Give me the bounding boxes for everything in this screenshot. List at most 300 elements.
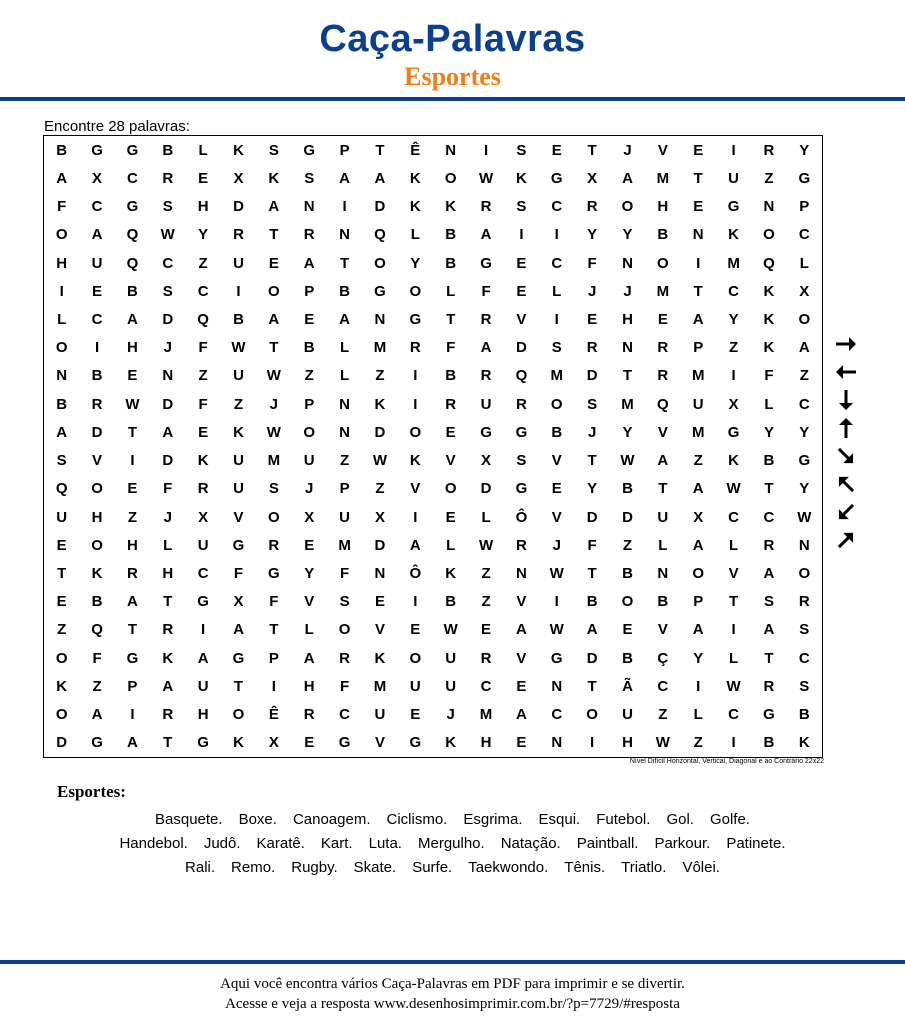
grid-cell: S [763,593,774,611]
grid-cell: E [304,310,315,328]
grid-cell: C [551,198,563,216]
grid-cell: T [340,254,350,272]
grid-cell: A [480,339,492,357]
grid-cell: A [197,649,209,667]
grid-cell: K [445,734,457,752]
grid-cell: C [197,282,209,300]
grid-cell: I [94,339,100,357]
grid-cell: R [515,536,527,554]
grid-cell: R [515,395,527,413]
grid-cell: N [798,536,810,554]
grid-cell: E [127,367,138,385]
grid-cell: E [92,282,103,300]
grid-cell: I [130,706,135,724]
grid-cell: F [57,198,67,216]
grid-cell: L [729,536,739,554]
grid-cell: R [445,395,457,413]
grid-cell: B [622,649,633,667]
grid-cell: G [197,734,209,752]
grid-cell: A [126,310,138,328]
grid-cell: B [445,367,457,385]
grid-cell: D [622,508,633,526]
grid-cell: G [727,198,740,216]
grid-cell: T [622,367,633,385]
grid-cell: G [232,536,245,554]
grid-cell: T [587,677,597,695]
grid-cell: Z [92,677,102,695]
bottom-divider [0,960,905,964]
grid-cell: X [198,508,209,526]
grid-cell: G [268,565,280,583]
grid-cell: U [233,367,244,385]
grid-cell: G [126,141,139,159]
grid-cell: U [445,677,457,695]
grid-cell: S [339,593,350,611]
grid-cell: I [554,310,559,328]
grid-cell: L [764,395,774,413]
grid-cell: C [551,254,563,272]
word-item: Karatê. [256,835,305,852]
grid-cell: Z [304,367,314,385]
grid-cell: V [728,565,739,583]
grid-cell: M [656,282,670,300]
grid-cell: R [409,339,421,357]
grid-cell: E [622,621,633,639]
grid-cell: J [163,339,172,357]
grid-cell: E [551,480,562,498]
grid-cell: L [198,141,208,159]
grid-cell: W [266,423,281,441]
grid-cell: H [197,198,209,216]
grid-cell: G [374,282,386,300]
grid-cell: D [162,310,174,328]
grid-cell: A [56,423,68,441]
grid-cell: A [268,198,280,216]
grid-cell: V [374,621,385,639]
word-item: Handebol. [119,835,188,852]
grid-cell: Z [729,339,739,357]
grid-cell: I [731,621,736,639]
grid-cell: S [304,169,315,187]
grid-cell: L [410,226,420,244]
grid-cell: E [268,254,279,272]
grid-cell: A [480,226,492,244]
grid-cell: R [162,621,174,639]
footer-line-1: Aqui você encontra vários Caça-Palavras em PDF para imprimir e se divertir. [220,976,685,992]
grid-cell: L [729,649,739,667]
footer [0,974,905,1014]
grid-cell: T [658,480,668,498]
grid-cell: G [338,734,351,752]
grid-cell: E [374,593,385,611]
grid-cell: A [162,677,174,695]
difficulty-note: Nível Difícil Horizontal, Vertical, Diagonal e ao Contrário 22x22 [629,758,824,765]
grid-cell: I [731,734,736,752]
grid-cell: N [763,198,775,216]
grid-cell: M [727,254,740,272]
grid-cell: N [162,367,174,385]
grid-cell: W [655,734,670,752]
top-divider [0,97,905,101]
grid-cell: Z [198,367,208,385]
grid-cell: P [799,198,810,216]
grid-cell: O [55,339,68,357]
grid-cell: K [374,395,386,413]
grid-cell: D [515,339,527,357]
grid-cell: B [657,593,669,611]
grid-cell: W [266,367,281,385]
grid-cell: V [657,423,668,441]
grid-cell: U [692,395,704,413]
grid-cell: L [658,536,668,554]
grid-cell: U [445,649,457,667]
word-item: Triatlo. [621,859,667,876]
grid-cell: A [374,169,386,187]
grid-cell: M [691,367,705,385]
grid-cell: W [726,677,741,695]
grid-cell: N [56,367,68,385]
grid-cell: Z [127,508,137,526]
grid-cell: Q [55,480,68,498]
grid-cell: H [162,565,174,583]
grid-cell: I [731,367,736,385]
grid-cell: W [726,480,741,498]
grid-cell: P [339,480,350,498]
grid-cell: Z [481,565,491,583]
grid-cell: B [91,367,103,385]
grid-cell: M [373,339,387,357]
grid-cell: U [480,395,492,413]
grid-cell: Z [481,593,491,611]
grid-cell: B [551,423,563,441]
grid-cell: T [729,593,739,611]
grid-cell: M [691,423,705,441]
grid-cell: D [374,536,386,554]
grid-cell: X [693,508,704,526]
grid-cell: Q [657,395,669,413]
grid-cell: E [516,282,527,300]
grid-cell: T [127,423,137,441]
grid-cell: M [479,706,493,724]
grid-cell: K [233,423,244,441]
grid-cell: V [551,452,562,470]
grid-cell: Z [658,706,668,724]
grid-cell: E [516,677,527,695]
grid-cell: P [339,141,350,159]
grid-cell: F [233,565,244,583]
grid-cell: A [515,706,527,724]
grid-cell: A [409,536,421,554]
grid-cell: I [413,395,418,413]
grid-cell: C [162,254,174,272]
grid-cell: H [126,339,138,357]
grid-cell: R [657,367,669,385]
grid-cell: E [551,141,562,159]
grid-cell: G [763,706,775,724]
grid-cell: E [587,310,598,328]
grid-cell: E [481,621,492,639]
grid-cell: A [162,423,174,441]
grid-cell: I [696,254,701,272]
grid-cell: O [763,226,775,244]
grid-cell: R [763,536,775,554]
grid-cell: C [798,226,810,244]
grid-cell: A [91,706,103,724]
grid-cell: F [198,339,208,357]
grid-cell: F [481,282,491,300]
grid-cell: C [728,282,739,300]
grid-cell: E [410,621,421,639]
grid-cell: Z [622,536,633,554]
grid-cell: E [516,254,527,272]
grid-cell: S [799,677,810,695]
grid-cell: U [374,706,386,724]
grid-cell: B [798,706,810,724]
grid-cell: A [339,310,350,328]
grid-cell: E [693,141,704,159]
grid-cell: W [125,395,140,413]
grid-cell: J [269,395,279,413]
grid-cell: M [338,536,351,554]
grid-cell: V [374,734,385,752]
grid-cell: O [55,226,68,244]
grid-cell: O [409,649,422,667]
grid-cell: L [446,282,456,300]
grid-cell: U [91,254,103,272]
word-item: Taekwondo. [468,859,549,876]
grid-cell: T [693,169,703,187]
word-list [40,808,865,880]
grid-cell: H [91,508,103,526]
grid-cell: Y [587,480,598,498]
grid-cell: G [515,423,528,441]
grid-cell: N [551,734,563,752]
grid-cell: C [91,310,103,328]
instruction-text: Encontre 28 palavras: [44,118,190,135]
grid-cell: P [693,339,704,357]
grid-cell: V [657,141,668,159]
grid-cell: A [126,734,138,752]
grid-cell: T [375,141,385,159]
grid-cell: L [693,706,703,724]
grid-cell: I [413,508,418,526]
grid-cell: H [56,254,68,272]
grid-cell: O [55,706,68,724]
grid-cell: K [409,452,421,470]
grid-cell: B [657,226,669,244]
word-list-line [40,856,865,880]
grid-cell: U [233,452,244,470]
grid-cell: A [303,254,315,272]
grid-cell: T [764,649,774,667]
grid-cell: B [622,480,633,498]
grid-cell: T [764,480,774,498]
grid-cell: E [445,508,456,526]
grid-cell: R [162,706,174,724]
grid-cell: K [763,282,775,300]
grid-cell: N [515,565,527,583]
grid-cell: T [163,734,173,752]
grid-cell: Z [233,395,244,413]
grid-cell: J [587,282,597,300]
grid-cell: R [197,480,209,498]
grid-cell: X [728,395,739,413]
grid-cell: K [268,169,280,187]
grid-cell: N [303,198,315,216]
grid-cell: P [304,395,315,413]
grid-cell: F [340,565,350,583]
grid-cell: C [763,508,775,526]
grid-cell: W [231,339,246,357]
grid-cell: C [551,706,563,724]
grid-cell: B [445,226,457,244]
grid-cell: G [409,734,422,752]
grid-cell: C [728,508,739,526]
grid-cell: O [55,649,68,667]
grid-cell: C [480,677,492,695]
grid-cell: A [233,621,244,639]
grid-cell: G [409,310,422,328]
grid-cell: K [197,452,209,470]
grid-cell: U [657,508,669,526]
grid-cell: G [480,423,492,441]
word-item: Esqui. [538,811,581,828]
grid-cell: A [622,169,633,187]
grid-cell: K [515,169,527,187]
grid-cell: H [197,706,209,724]
grid-cell: O [798,310,811,328]
grid-cell: E [127,480,138,498]
word-item: Gol. [666,811,694,828]
grid-cell: O [586,706,598,724]
grid-cell: K [374,649,386,667]
word-search-grid [43,135,823,758]
grid-cell: V [92,452,103,470]
grid-cell: Z [799,367,809,385]
grid-cell: X [374,508,385,526]
grid-cell: W [478,169,494,187]
grid-cell: C [728,706,739,724]
grid-cell: G [126,649,139,667]
grid-cell: T [587,565,597,583]
grid-cell: C [197,565,209,583]
grid-cell: V [657,621,668,639]
grid-cell: T [57,565,67,583]
word-item: Golfe. [709,811,750,828]
grid-cell: A [339,169,350,187]
grid-cell: Y [304,565,315,583]
grid-cell: E [516,734,527,752]
grid-cell: N [339,226,350,244]
grid-cell: D [586,367,598,385]
grid-cell: F [92,649,102,667]
grid-cell: W [549,621,564,639]
grid-cell: O [91,480,103,498]
grid-cell: O [444,480,457,498]
grid-cell: E [56,536,67,554]
grid-cell: R [480,649,492,667]
grid-cell: C [126,169,138,187]
word-item: Judô. [203,835,241,852]
word-item: Skate. [353,859,397,876]
grid-cell: Y [799,423,810,441]
grid-cell: I [130,452,135,470]
grid-cell: D [162,395,174,413]
arrow-down-icon [828,386,864,414]
grid-cell: A [56,169,68,187]
grid-cell: K [56,677,68,695]
grid-cell: T [127,621,137,639]
grid-cell: O [444,169,457,187]
grid-cell: R [586,339,598,357]
grid-cell: R [657,339,669,357]
grid-cell: N [339,395,350,413]
grid-cell: R [763,141,775,159]
grid-cell: O [303,423,316,441]
grid-cell: A [692,480,704,498]
grid-cell: T [587,452,597,470]
grid-cell: J [587,423,597,441]
grid-cell: I [554,226,559,244]
word-item: Basquete. [155,811,223,828]
grid-cell: J [623,141,632,159]
grid-cell: S [162,282,173,300]
grid-cell: K [798,734,810,752]
grid-cell: R [233,226,244,244]
grid-cell: N [657,565,669,583]
grid-cell: W [478,536,494,554]
grid-cell: Y [728,310,739,328]
grid-cell: G [480,254,492,272]
word-item: Rugby. [291,859,338,876]
grid-cell: U [622,706,633,724]
grid-cell: B [763,734,775,752]
grid-cell: B [763,452,775,470]
grid-cell: Ê [268,706,279,724]
grid-cell: O [409,282,422,300]
word-item: Surfe. [412,859,453,876]
grid-cell: K [409,169,421,187]
grid-cell: W [160,226,175,244]
grid-cell: A [657,452,669,470]
grid-cell: V [516,310,527,328]
grid-cell: I [731,141,736,159]
grid-cell: J [623,282,632,300]
grid-cell: B [126,282,138,300]
grid-cell: G [798,169,811,187]
grid-cell: S [551,339,562,357]
grid-cell: U [56,508,68,526]
grid-cell: T [269,621,279,639]
grid-cell: E [693,198,704,216]
grid-cell: B [162,141,174,159]
grid-cell: O [692,565,705,583]
grid-cell: A [515,621,527,639]
word-item: Patinete. [726,835,786,852]
grid-cell: C [657,677,669,695]
grid-cell: N [551,677,563,695]
grid-cell: Y [587,226,598,244]
grid-cell: S [268,480,279,498]
arrow-down-left-icon [828,498,864,526]
grid-cell: I [201,621,206,639]
grid-cell: Y [799,141,810,159]
arrow-right-icon [828,330,864,358]
grid-cell: D [374,423,386,441]
grid-cell: A [268,310,280,328]
grid-cell: F [269,593,279,611]
grid-cell: T [587,141,597,159]
